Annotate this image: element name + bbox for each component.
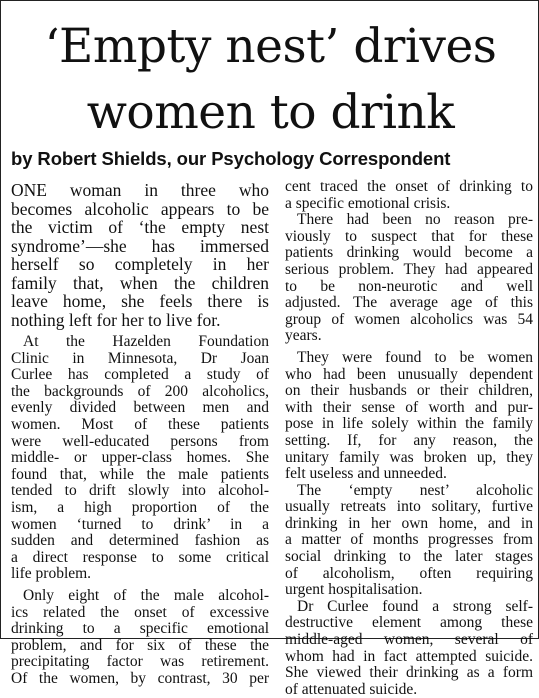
text-line: precipitating factor was retirement. bbox=[11, 653, 269, 671]
text-line: cent traced the onset of drinking to bbox=[285, 178, 533, 195]
text-line: usually retreats into solitary, furtive bbox=[285, 498, 533, 516]
byline: by Robert Shields, our Psychology Correspondent bbox=[11, 148, 451, 169]
text-line: urgent hospitalisation. bbox=[285, 581, 423, 599]
text-line: found that, while the male patients bbox=[11, 465, 269, 483]
text-line: the backgrounds of 200 alcoholics, bbox=[11, 382, 269, 400]
text-line: evenly divided between men and bbox=[11, 399, 269, 417]
text-line: with their sense of worth and pur- bbox=[285, 398, 533, 416]
text-line: tended to drift slowly into alcohol- bbox=[11, 482, 269, 500]
text-line: herself so completely in her bbox=[11, 254, 269, 274]
text-line: women. Most of these patients bbox=[11, 415, 269, 433]
headline-line-1: ‘Empty nest’ drives bbox=[44, 19, 497, 74]
text-line: group of women alcoholics was 54 bbox=[285, 310, 533, 328]
text-line: whom had in fact attempted suicide. bbox=[285, 647, 533, 665]
text-line: Dr Curlee found a strong self- bbox=[297, 597, 533, 615]
text-line: Only eight of the male alcohol- bbox=[23, 586, 269, 604]
text-line: drinking to a specific emotional bbox=[11, 620, 269, 638]
text-line: ONE woman in three who bbox=[11, 180, 269, 200]
text-line: sudden and determined fashion as bbox=[11, 532, 269, 550]
text-line: nothing left for her to live for. bbox=[11, 309, 221, 330]
text-line: were well-educated persons from bbox=[11, 432, 269, 450]
text-line: unitary family was broken up, they bbox=[285, 448, 533, 466]
text-line: middle- or upper-class homes. She bbox=[11, 449, 269, 467]
text-line: At the Hazelden Foundation bbox=[23, 333, 269, 350]
text-line: of attenuated suicide. bbox=[285, 680, 418, 698]
text-line: drinking in her own home, and in bbox=[285, 514, 533, 532]
headline-line-2: women to drink bbox=[86, 85, 455, 140]
text-line: to be non-neurotic and well bbox=[285, 277, 533, 295]
text-line: destructive element among these bbox=[285, 614, 533, 632]
text-line: Curlee has completed a study of bbox=[11, 366, 269, 384]
text-line: years. bbox=[285, 327, 322, 345]
text-line: ics related the onset of excessive bbox=[11, 603, 269, 621]
text-line: She viewed their drinking as a form bbox=[285, 664, 533, 682]
text-line: life problem. bbox=[11, 565, 92, 583]
text-line: ism, a high proportion of the bbox=[11, 498, 269, 516]
text-line: There had been no reason pre- bbox=[297, 211, 533, 229]
text-line: The ‘empty nest’ alcoholic bbox=[297, 481, 533, 499]
text-line: the victim of ‘the empty nest bbox=[11, 217, 269, 237]
text-line: a matter of months progresses from bbox=[285, 531, 533, 549]
text-line: a direct response to some critical bbox=[11, 548, 269, 566]
text-line: They were found to be women bbox=[297, 348, 533, 366]
text-line: middle-aged women, several of bbox=[285, 631, 533, 649]
text-line: setting. If, for any reason, the bbox=[285, 431, 533, 449]
text-line: serious problem. They had appeared bbox=[285, 260, 533, 278]
text-line: Clinic in Minnesota, Dr Joan bbox=[11, 349, 269, 367]
text-line: of alcoholism, often requiring bbox=[285, 564, 533, 582]
text-line: viously to suspect that for these bbox=[285, 227, 533, 245]
text-line: adjusted. The average age of this bbox=[285, 294, 533, 312]
text-line: felt useless and unneeded. bbox=[285, 465, 447, 483]
text-line: pose in life solely within the family bbox=[285, 415, 533, 433]
text-line: Of the women, by contrast, 30 per bbox=[11, 669, 269, 687]
text-line: a specific emotional crisis. bbox=[285, 194, 451, 212]
text-line: syndrome’—she has immersed bbox=[11, 235, 269, 256]
text-line: on their husbands or their children, bbox=[285, 382, 533, 400]
text-line: becomes alcoholic appears to be bbox=[11, 198, 269, 219]
article-column-left bbox=[11, 181, 269, 687]
text-line: who had been unusually dependent bbox=[285, 365, 533, 383]
text-line: women ‘turned to drink’ in a bbox=[11, 515, 269, 533]
text-line: leave home, she feels there is bbox=[11, 291, 269, 311]
text-line: patients drinking would become a bbox=[285, 244, 533, 262]
article-column-right bbox=[285, 179, 533, 698]
text-line: problem, and for six of these the bbox=[11, 636, 269, 654]
text-line: family that, when the children bbox=[11, 272, 269, 293]
text-line: social drinking to the later stages bbox=[285, 548, 533, 566]
